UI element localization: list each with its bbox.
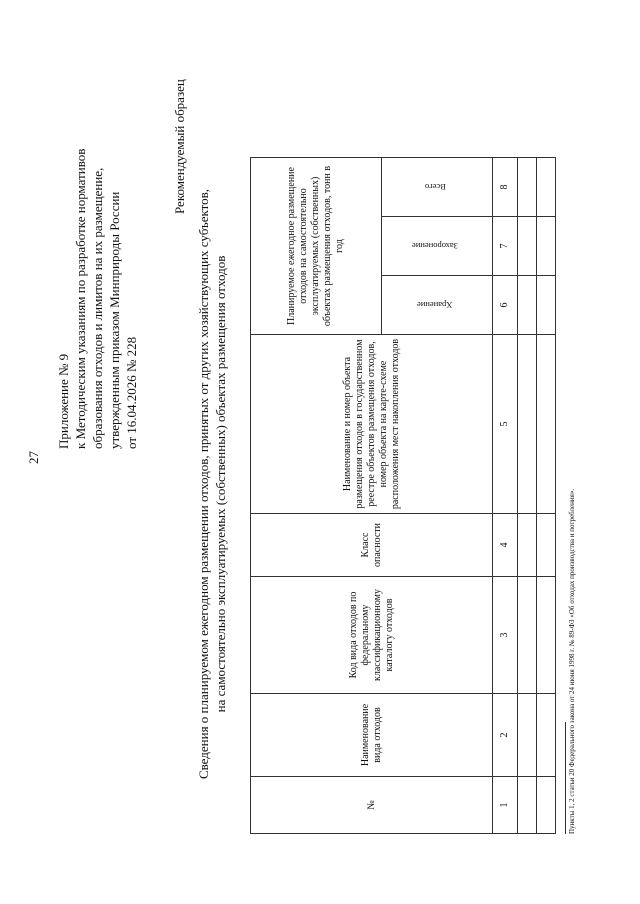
page-number: 27 [26,451,41,464]
column-number: 8 [493,158,518,217]
header-disposal [382,217,493,276]
column-number: 7 [493,217,518,276]
column-number: 1 [493,777,518,834]
table-cell [537,514,556,577]
waste-table [250,157,556,834]
title-line: Сведения о планируемом ежегодном размещении отходов, принятых от других хозяйствующих субъектов, [196,188,211,780]
column-number: 2 [493,694,518,777]
column-number: 4 [493,514,518,577]
column-number: 3 [493,577,518,694]
header-storage [382,276,493,335]
appendix-line: от 16.04.2026 № 228 [124,336,139,449]
table-cell [518,335,537,514]
table-cell [537,577,556,694]
header-hazard-class: Класс опасности [251,514,493,577]
header-waste-name: Наименование вида отходов [251,694,493,777]
column-number: 6 [493,276,518,335]
table-row [537,158,556,834]
table-cell [537,335,556,514]
table-cell [518,777,537,834]
table-cell [537,158,556,217]
footnote: Пункты 1, 2 статьи 20 Федерального закона от 24 июня 1998 г. № 89-ФЗ «Об отходах производства и потребления». [568,488,576,834]
document-title [195,154,229,814]
header-planned-placement: Планируемое ежегодное размещение отходов на самостоятельно эксплуатируемых (собственных) объектах размещения отходов, тонн в год [251,158,382,335]
table-cell [518,514,537,577]
header-number: № [251,777,493,834]
table-cell [518,694,537,777]
table-cell [537,694,556,777]
table-cell [518,217,537,276]
appendix-line: образования отходов и лимитов на их размещение, [90,167,105,449]
table-cell [518,158,537,217]
appendix-line: утвержденным приказом Минприроды России [107,191,122,449]
disposal-label: Захоронение [412,241,458,251]
table-row [518,158,537,834]
table-cell [518,577,537,694]
appendix-line: Приложение № 9 [56,353,71,449]
header-waste-code: Код вида отходов по федеральному классификационному каталогу отходов [251,577,493,694]
header-total [382,158,493,217]
column-number: 5 [493,335,518,514]
table-cell [518,276,537,335]
appendix-block [55,9,140,449]
table-cell [537,217,556,276]
storage-label: Хранение [417,300,453,310]
title-line: на самостоятельно эксплуатируемых (собственных) объектах размещения отходов [213,255,228,713]
header-row [251,158,382,834]
table-cell [537,276,556,335]
table-cell [537,777,556,834]
recommended-sample-label: Рекомендуемый образец [172,79,187,214]
total-label: Всего [424,182,446,192]
footnote-separator [565,722,566,834]
column-numbers-row [493,158,518,834]
header-facility: Наименование и номер объекта размещения отходов в государственном реестре объектов размещения отходов, номер объекта на карте-схеме расположения мест накопления отходов [251,335,493,514]
appendix-line: к Методическим указаниям по разработке нормативов [73,148,88,449]
